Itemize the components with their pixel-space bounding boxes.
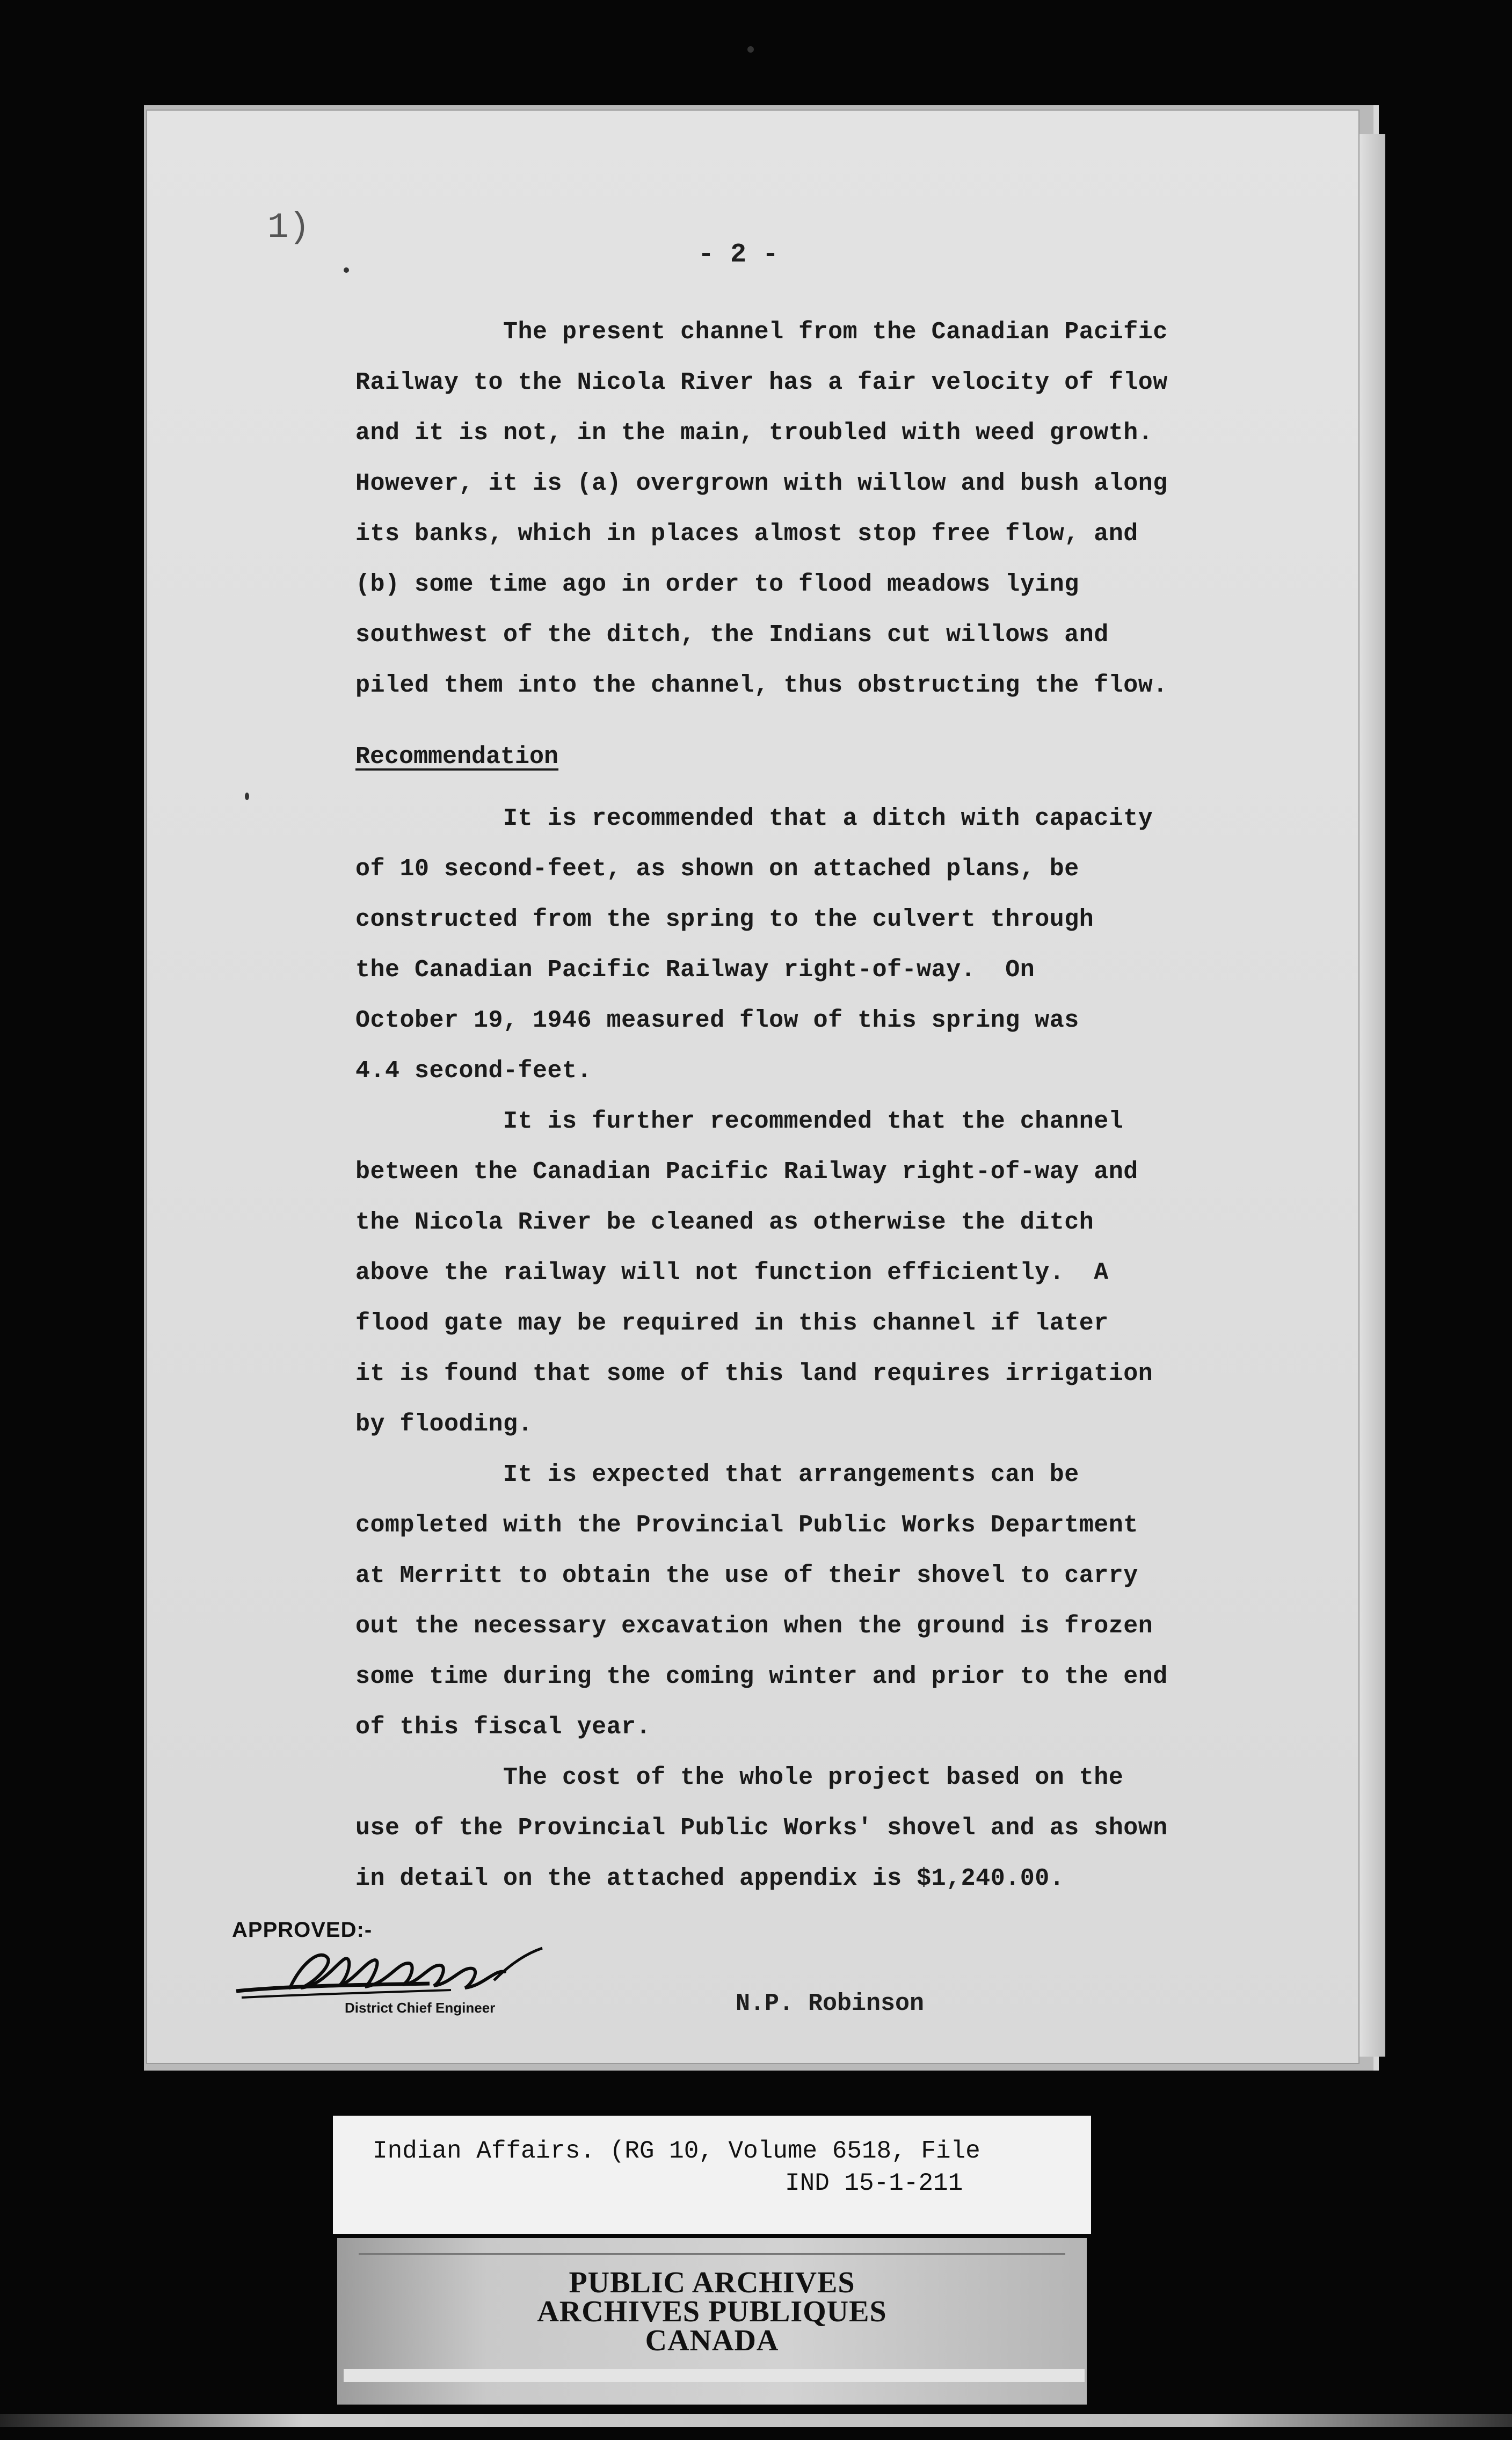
- text-line: by flooding.: [355, 1411, 533, 1438]
- page-number: - 2 -: [698, 239, 779, 270]
- signature-caption: District Chief Engineer: [345, 2000, 496, 2016]
- text-line: completed with the Provincial Public Works Department: [355, 1512, 1138, 1539]
- text-line: flood gate may be required in this channel if later: [355, 1310, 1109, 1337]
- text-line: out the necessary excavation when the ground is frozen: [355, 1613, 1153, 1640]
- paragraph-recommendation: [355, 794, 1209, 1904]
- corner-mark: 1): [267, 207, 310, 248]
- text-line: in detail on the attached appendix is $1,240.00.: [355, 1865, 1065, 1892]
- text-line: some time during the coming winter and prior to the end: [355, 1663, 1168, 1690]
- text-line: and it is not, in the main, troubled with weed growth.: [355, 419, 1153, 447]
- stamp-bottom-strip: [344, 2369, 1085, 2382]
- section-heading: Recommendation: [355, 743, 559, 771]
- text-line: October 19, 1946 measured flow of this spring was: [355, 1007, 1079, 1034]
- text-line: Railway to the Nicola River has a fair velocity of flow: [355, 369, 1168, 396]
- text-line: between the Canadian Pacific Railway right-of-way and: [355, 1158, 1138, 1186]
- stamp-line3: CANADA: [645, 2324, 779, 2357]
- text-line: of 10 second-feet, as shown on attached plans, be: [355, 855, 1079, 883]
- text-line: above the railway will not function efficiently. A: [355, 1259, 1109, 1287]
- film-speck: [245, 793, 249, 800]
- film-speck: [747, 46, 754, 53]
- text-line: its banks, which in places almost stop free flow, and: [355, 520, 1138, 548]
- stamp-frame: [359, 2253, 1065, 2378]
- text-line: it is found that some of this land requires irrigation: [355, 1360, 1153, 1388]
- text-line: 4.4 second-feet.: [355, 1057, 592, 1085]
- text-line: southwest of the ditch, the Indians cut willows and: [355, 621, 1109, 649]
- archive-reference-label: [333, 2116, 1091, 2234]
- text-line: use of the Provincial Public Works' shovel and as shown: [355, 1814, 1168, 1842]
- text-line: However, it is (a) overgrown with willow and bush along: [355, 470, 1168, 497]
- text-line: (b) some time ago in order to flood meadows lying: [355, 571, 1079, 598]
- stamp-line2: ARCHIVES PUBLIQUES: [537, 2295, 887, 2328]
- text-line: The present channel from the Canadian Pacific: [355, 318, 1168, 346]
- archive-reference-line1: Indian Affairs. (RG 10, Volume 6518, File: [373, 2137, 980, 2165]
- text-line: at Merritt to obtain the use of their shovel to carry: [355, 1562, 1138, 1589]
- signer-name: N.P. Robinson: [736, 1990, 925, 2017]
- paragraph-channel: [355, 307, 1209, 711]
- approved-label: APPROVED:-: [232, 1918, 373, 1942]
- text-line: the Canadian Pacific Railway right-of-way. On: [355, 956, 1035, 984]
- text-line: It is further recommended that the channel: [355, 1108, 1124, 1135]
- stamp-line1: PUBLIC ARCHIVES: [569, 2266, 855, 2299]
- text-line: The cost of the whole project based on the: [355, 1764, 1124, 1791]
- film-bottom-edge: [0, 2414, 1512, 2427]
- text-line: It is recommended that a ditch with capacity: [355, 805, 1153, 832]
- text-line: constructed from the spring to the culvert through: [355, 906, 1094, 933]
- text-line: the Nicola River be cleaned as otherwise the ditch: [355, 1209, 1094, 1236]
- text-line: of this fiscal year.: [355, 1713, 651, 1741]
- text-line: piled them into the channel, thus obstructing the flow.: [355, 672, 1168, 699]
- text-line: It is expected that arrangements can be: [355, 1461, 1079, 1488]
- film-speck: [344, 267, 349, 273]
- archive-reference-line2: IND 15-1-211: [785, 2169, 963, 2197]
